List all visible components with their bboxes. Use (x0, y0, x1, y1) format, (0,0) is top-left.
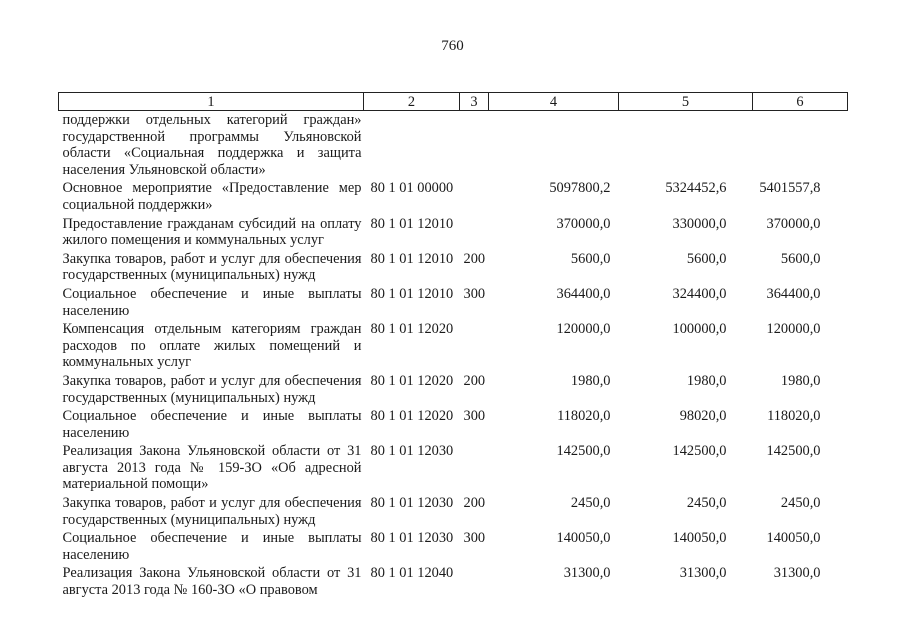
code-cell: 80 1 01 12030 (370, 495, 454, 512)
amount-col6-cell: 370000,0 (766, 215, 821, 232)
table-header (59, 93, 848, 111)
amount-col5-cell: 140050,0 (672, 530, 727, 547)
amount-col5-cell: 5324452,6 (665, 180, 727, 197)
amount-col6-cell: 142500,0 (766, 443, 821, 460)
column-header-6: 6 (753, 93, 848, 111)
description-cell: Закупка товаров, работ и услуг для обеспечения государственных (муниципальных) нужд (62, 250, 362, 284)
amount-col4-cell: 140050,0 (556, 530, 611, 547)
expense-type-cell: 300 (463, 530, 486, 547)
description-cell: Реализация Закона Ульяновской области от 31 августа 2013 года № 160-ЗО «О правовом (62, 565, 362, 599)
table-row (59, 494, 848, 529)
amount-col6-cell: 5600,0 (780, 250, 821, 267)
code-cell: 80 1 01 12010 (370, 250, 454, 267)
description-cell: Закупка товаров, работ и услуг для обеспечения государственных (муниципальных) нужд (62, 495, 362, 528)
description-cell: Социальное обеспечение и иные выплаты населению (62, 408, 362, 441)
amount-col5-cell: 31300,0 (679, 565, 727, 582)
table-row (59, 529, 848, 564)
code-cell: 80 1 01 12030 (370, 443, 454, 460)
amount-col4-cell: 5097800,2 (549, 180, 611, 197)
expense-type-cell: 200 (463, 250, 486, 267)
amount-col6-cell: 1980,0 (780, 372, 821, 389)
amount-col5-cell: 100000,0 (672, 321, 727, 338)
amount-col4-cell: 5600,0 (570, 250, 611, 267)
description-cell: Социальное обеспечение и иные выплаты населению (62, 285, 362, 319)
amount-col4-cell: 118020,0 (557, 408, 611, 425)
code-cell (364, 111, 460, 180)
code-cell: 80 1 01 12010 (370, 285, 454, 302)
table-row (59, 407, 848, 442)
expense-type-cell: 200 (463, 495, 486, 512)
code-cell: 80 1 01 00000 (370, 180, 454, 197)
table-row (59, 320, 848, 372)
expense-type-cell (460, 215, 489, 250)
column-header-3: 3 (460, 93, 489, 111)
amount-col6-cell: 118020,0 (767, 408, 821, 425)
expense-type-cell (460, 179, 489, 214)
expense-type-cell: 300 (463, 285, 486, 302)
expense-type-cell (460, 442, 489, 494)
description-cell: поддержки отдельных категорий граждан» государственной программы Ульяновской области «Социальная поддержка и защита населения Ульяновской области» (62, 112, 362, 178)
table-row (59, 564, 848, 599)
column-header-5: 5 (619, 93, 753, 111)
table-row (59, 111, 848, 180)
amount-col6-cell: 140050,0 (766, 530, 821, 547)
header-row (59, 93, 848, 111)
description-cell: Компенсация отдельным категориям граждан расходов по оплате жилых помещений и коммунальных услуг (62, 321, 362, 371)
amount-col5-cell: 330000,0 (672, 215, 727, 232)
code-cell: 80 1 01 12020 (370, 372, 454, 389)
amount-col5-cell: 5600,0 (686, 250, 727, 267)
amount-col4-cell: 142500,0 (556, 443, 611, 460)
expense-type-cell (460, 320, 489, 372)
amount-col5-cell: 1980,0 (686, 372, 727, 389)
description-cell: Основное мероприятие «Предоставление мер социальной поддержки» (62, 180, 362, 213)
amount-col6-cell: 2450,0 (780, 495, 821, 512)
expense-type-cell (460, 564, 489, 599)
amount-col4-cell: 2450,0 (570, 495, 611, 512)
table-body (59, 111, 848, 600)
amount-col5-cell: 142500,0 (672, 443, 727, 460)
amount-col5-cell: 324400,0 (672, 285, 727, 302)
amount-col4-cell: 31300,0 (563, 565, 611, 582)
amount-col6-cell: 31300,0 (773, 565, 821, 582)
amount-col5-cell: 2450,0 (686, 495, 727, 512)
description-cell: Реализация Закона Ульяновской области от 31 августа 2013 года № 159-ЗО «Об адресной материальной помощи» (62, 443, 362, 493)
table-row (59, 250, 848, 285)
description-cell: Закупка товаров, работ и услуг для обеспечения государственных (муниципальных) нужд (62, 372, 362, 406)
budget-table (58, 92, 848, 600)
amount-col6-cell (753, 111, 848, 180)
code-cell: 80 1 01 12040 (370, 565, 454, 582)
description-cell: Социальное обеспечение и иные выплаты населению (62, 530, 362, 563)
amount-col4-cell: 1980,0 (570, 372, 611, 389)
table-row (59, 179, 848, 214)
amount-col5-cell: 98020,0 (679, 408, 727, 425)
amount-col6-cell: 364400,0 (766, 285, 821, 302)
expense-type-cell (460, 111, 489, 180)
expense-type-cell: 300 (463, 408, 486, 425)
column-header-1: 1 (59, 93, 364, 111)
page-number: 760 (441, 38, 464, 54)
table-row (59, 442, 848, 494)
code-cell: 80 1 01 12010 (370, 215, 454, 232)
description-cell: Предоставление гражданам субсидий на оплату жилого помещения и коммунальных услуг (62, 215, 362, 249)
table-row (59, 285, 848, 320)
table-row (59, 372, 848, 407)
code-cell: 80 1 01 12020 (370, 408, 454, 425)
code-cell: 80 1 01 12030 (370, 530, 454, 547)
amount-col4-cell (489, 111, 619, 180)
amount-col4-cell: 120000,0 (556, 321, 611, 338)
code-cell: 80 1 01 12020 (370, 321, 454, 338)
amount-col6-cell: 5401557,8 (759, 180, 821, 197)
amount-col4-cell: 370000,0 (556, 215, 611, 232)
amount-col5-cell (619, 111, 753, 180)
amount-col4-cell: 364400,0 (556, 285, 611, 302)
column-header-2: 2 (364, 93, 460, 111)
amount-col6-cell: 120000,0 (766, 321, 821, 338)
table-row (59, 215, 848, 250)
column-header-4: 4 (489, 93, 619, 111)
expense-type-cell: 200 (463, 372, 486, 389)
